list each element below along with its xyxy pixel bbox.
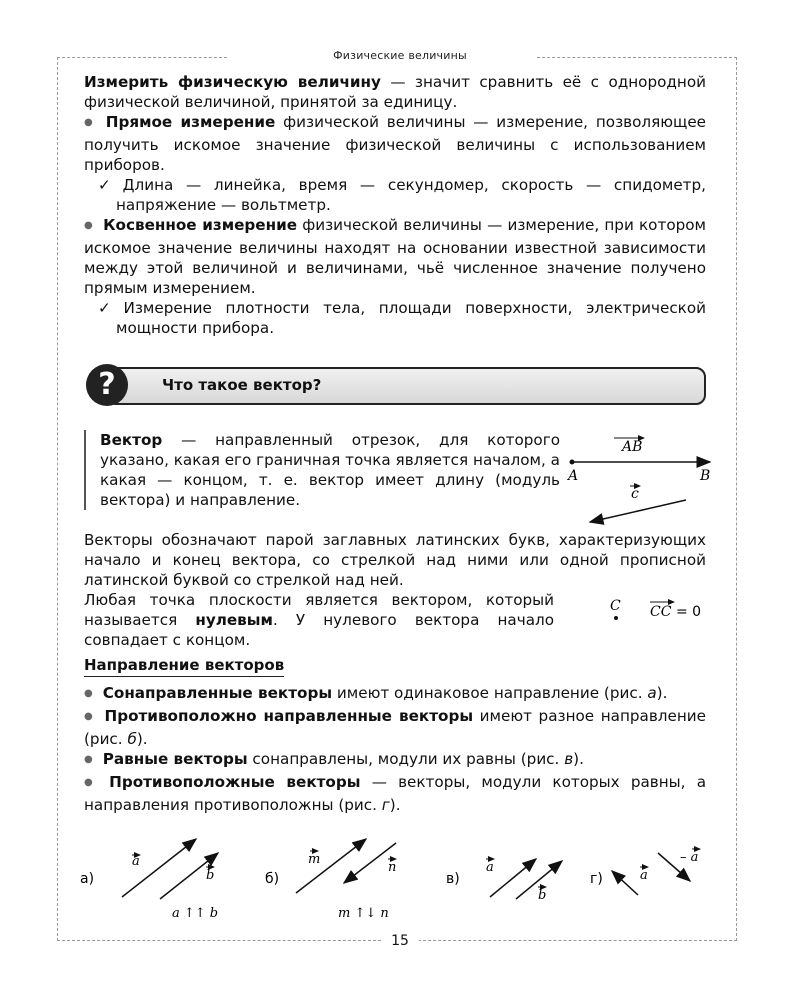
question-bar <box>86 366 706 406</box>
figure-c-vec-b: b <box>538 888 547 903</box>
list-item: ● Равные векторы сонаправлены, модули их равны (рис. в). <box>84 749 706 772</box>
figure-a <box>80 839 218 921</box>
figure-b-caption: m ↑↓ n <box>338 906 389 921</box>
label-b: B <box>700 468 711 484</box>
indirect-measurement: ● Косвенное измерение физической величины — измерение, при котором искомое значение величины находят на основании известной зависимости между этой величиной и величинами, чьё численное значение получено прямым измерением. <box>84 215 706 298</box>
figure-a-vec-a: a <box>132 854 140 869</box>
figure-a-vec-b: b <box>206 868 215 883</box>
zero-vector-text: Любая точка плоскости является вектором, который называется нулевым. У нулевого вектора начало совпадает с концом. <box>84 591 554 649</box>
indirect-example: ✓ Измерение плотности тела, площади поверхности, электрической мощности прибора. <box>84 298 706 338</box>
label-c: c <box>631 486 639 502</box>
figure-c-label: в) <box>446 871 460 887</box>
list-item: ● Противоположно направленные векторы имеют разное направление (рис. б). <box>84 706 706 749</box>
figure-d <box>590 849 700 895</box>
vector-notation: Векторы обозначают парой заглавных латинских букв, характеризующих начало и конец вектора, со стрелкой над ними или одной прописной латинской буквой со стрелкой над ней. <box>84 531 706 589</box>
intro-section <box>84 72 706 338</box>
page-number: 15 <box>0 933 800 949</box>
directions-title: Направление векторов <box>84 656 284 677</box>
point-c-label: C <box>610 598 621 614</box>
direct-example: ✓ Длина — линейка, время — секундомер, скорость — спидометр, напряжение — вольтметр. <box>84 175 706 215</box>
figure-b-vector-m <box>296 839 366 893</box>
label-a: A <box>568 468 579 484</box>
figure-a-label: а) <box>80 871 95 887</box>
question-icon: ? <box>86 364 128 406</box>
figure-b-vec-m: m <box>308 852 321 867</box>
vector-definition: Вектор — направленный отрезок, для которого указано, какая его граничная точка является началом, а какая — концом, т. е. вектор имеет длину (модуль вектора) и направление. <box>84 430 560 510</box>
point-a <box>570 460 575 465</box>
figure-d-vec-a: a <box>640 868 648 883</box>
figure-c-vec-a: a <box>486 860 494 875</box>
figure-d-label: г) <box>590 871 603 887</box>
ab-label: AB <box>622 439 643 455</box>
list-item: ● Сонаправленные векторы имеют одинаковое направление (рис. а). <box>84 683 706 706</box>
zero-vector-figure <box>600 596 720 636</box>
figure-d-vec-neg-a: – a <box>680 850 699 865</box>
direction-figures <box>60 835 740 925</box>
measure-definition: Измерить физическую величину — значит сравнить её с однородной физической величиной, принятой за единицу. <box>84 73 706 111</box>
figure-c <box>446 859 562 903</box>
figure-c-vector-a <box>490 859 536 897</box>
cc-formula-rest: = 0 <box>676 604 702 620</box>
figure-b-label: б) <box>265 871 280 887</box>
direct-measurement: ● Прямое измерение физической величины — измерение, позволяющее получить искомое значение физической величины с использованием приборов. <box>84 112 706 175</box>
vector-ab-figure <box>560 430 720 530</box>
cc-formula-vec: CC <box>650 604 672 620</box>
running-header: Физические величины <box>0 49 800 62</box>
c-vector <box>590 500 686 522</box>
figure-d-vector-a <box>612 871 638 895</box>
point-c <box>614 616 618 620</box>
list-item: ● Противоположные векторы — векторы, модули которых равны, а направления противоположны (рис. г). <box>84 772 706 815</box>
figure-b <box>265 839 396 921</box>
question-text: Что такое вектор? <box>162 376 322 394</box>
figure-a-caption: a ↑↑ b <box>172 906 219 921</box>
directions-list <box>84 683 706 815</box>
figure-b-vec-n: n <box>388 860 397 875</box>
